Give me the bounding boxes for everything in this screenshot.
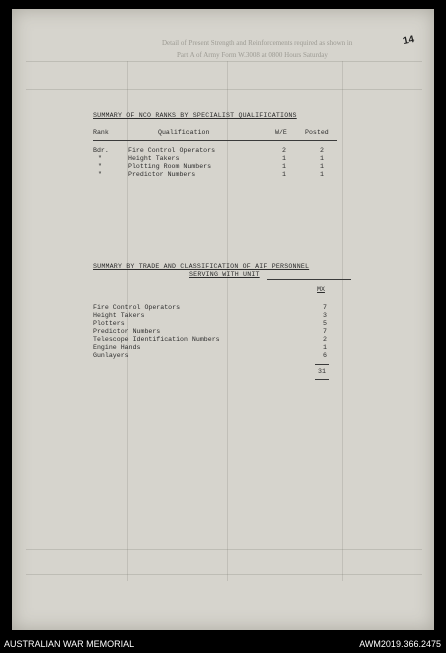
trade-label: Gunlayers: [93, 352, 129, 359]
trade-count: 7: [323, 304, 327, 311]
ghost-rule: [26, 89, 422, 90]
row-posted: 1: [320, 163, 324, 170]
trade-count: 1: [323, 344, 327, 351]
footer-institution: AUSTRALIAN WAR MEMORIAL: [4, 639, 135, 649]
header-posted: Posted: [305, 129, 329, 136]
total-rule-top: [315, 364, 329, 365]
trade-count: 2: [323, 336, 327, 343]
row-rank: ": [98, 171, 102, 178]
trade-label: Fire Control Operators: [93, 304, 181, 311]
row-posted: 1: [320, 171, 324, 178]
total-rule-bottom: [315, 379, 329, 380]
row-rank: Bdr.: [93, 147, 109, 154]
trade-label: Engine Hands: [93, 344, 141, 351]
header-qualification: Qualification: [158, 129, 210, 136]
ghost-rule: [26, 549, 422, 550]
ghost-header-2: Part A of Army Form W.3008 at 0800 Hours Saturday: [177, 51, 328, 59]
trade-count: 3: [323, 312, 327, 319]
ghost-column: [127, 61, 128, 581]
section1-title: SUMMARY OF NCO RANKS BY SPECIALIST QUALIFICATIONS: [93, 112, 297, 119]
row-we: 2: [282, 147, 286, 154]
row-we: 1: [282, 171, 286, 178]
row-we: 1: [282, 163, 286, 170]
row-qualification: Fire Control Operators: [128, 147, 216, 154]
trade-count: 6: [323, 352, 327, 359]
ghost-column: [342, 61, 343, 581]
trade-label: Plotters: [93, 320, 125, 327]
folio-number: 14: [401, 33, 416, 48]
row-posted: 1: [320, 155, 324, 162]
row-posted: 2: [320, 147, 324, 154]
trade-label: Telescope Identification Numbers: [93, 336, 220, 343]
row-qualification: Predictor Numbers: [128, 171, 196, 178]
row-rank: ": [98, 163, 102, 170]
footer-accession-number: AWM2019.366.2475: [359, 639, 441, 649]
row-qualification: Plotting Room Numbers: [128, 163, 212, 170]
total-value: 31: [318, 368, 326, 375]
ghost-header-1: Detail of Present Strength and Reinforcements required as shown in: [162, 39, 353, 47]
header-we: W/E: [275, 129, 287, 136]
ghost-rule: [26, 61, 422, 62]
trade-count: 5: [323, 320, 327, 327]
ghost-rule: [26, 574, 422, 575]
trade-label: Predictor Numbers: [93, 328, 161, 335]
header-rule: [93, 140, 337, 141]
mx-header: MX: [317, 286, 325, 293]
section2-title-line1: SUMMARY BY TRADE AND CLASSIFICATION OF AIF PERSONNEL: [93, 263, 310, 270]
title-rule: [267, 279, 351, 280]
trade-label: Height Takers: [93, 312, 145, 319]
document-page: [12, 9, 434, 630]
trade-count: 7: [323, 328, 327, 335]
header-rank: Rank: [93, 129, 109, 136]
row-we: 1: [282, 155, 286, 162]
row-rank: ": [98, 155, 102, 162]
section2-title-line2: SERVING WITH UNIT: [189, 271, 260, 278]
ghost-column: [227, 61, 228, 581]
row-qualification: Height Takers: [128, 155, 180, 162]
